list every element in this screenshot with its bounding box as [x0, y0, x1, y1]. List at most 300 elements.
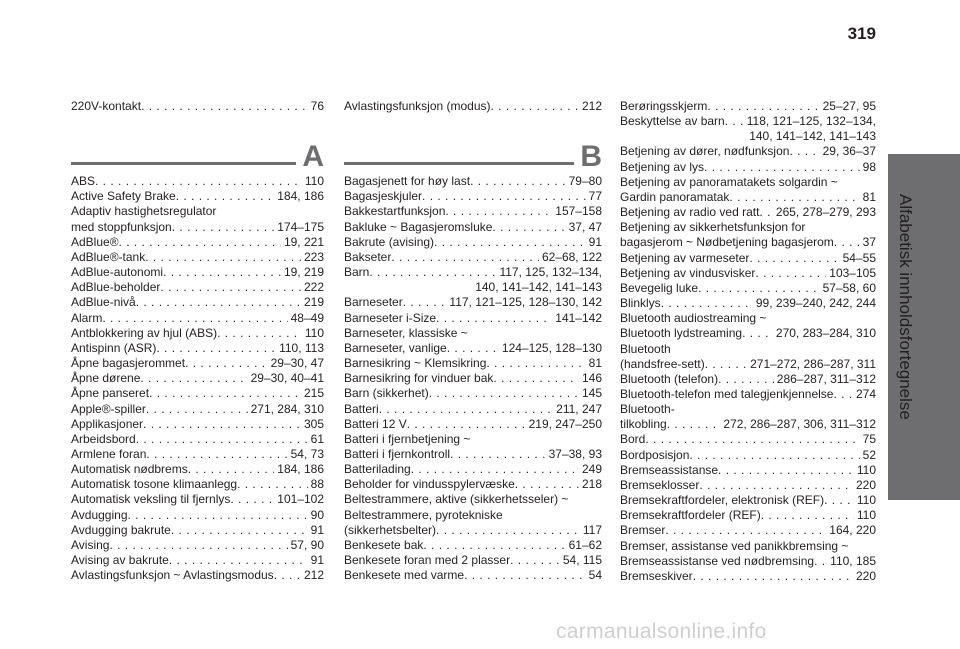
dot-leader	[699, 478, 853, 493]
index-entry	[620, 463, 876, 478]
entry-term: Antblokkering av hjul (ABS)	[71, 325, 218, 340]
index-entry	[71, 538, 324, 553]
entry-term: Alarm	[71, 310, 103, 325]
entry-pages: 88	[310, 477, 324, 492]
entry-term: Avising	[71, 537, 110, 552]
entry-term: Gardin panoramatak	[620, 189, 730, 204]
index-entry	[71, 402, 324, 417]
index-entry	[620, 326, 876, 341]
index-entry	[620, 251, 876, 266]
dot-leader	[725, 114, 744, 129]
entry-pages: 184, 186	[277, 462, 324, 477]
entry-term: Åpne dørene	[71, 371, 141, 386]
index-entry	[71, 220, 324, 235]
index-entry	[344, 462, 602, 477]
entry-pages: 25–27, 95	[822, 99, 876, 113]
dot-leader	[95, 174, 302, 189]
dot-leader	[493, 371, 579, 386]
entry-pages: 54	[588, 568, 602, 583]
entry-term: (handsfree-sett)	[620, 356, 705, 371]
entry-pages: 98	[862, 159, 876, 174]
dot-leader	[143, 417, 301, 432]
entry-pages: 274	[855, 386, 876, 401]
entry-term: Barnesikring for vinduer bak	[344, 371, 494, 386]
index-entry	[71, 174, 324, 189]
dot-leader	[274, 568, 301, 583]
dot-leader	[423, 538, 565, 553]
dot-leader	[445, 204, 552, 219]
entry-pages: 57, 90	[290, 537, 324, 552]
entry-term: Batterilading	[344, 462, 411, 477]
entry-pages: 219, 247–250	[528, 416, 602, 431]
dot-leader	[667, 417, 721, 432]
entry-pages: 184, 186	[277, 189, 324, 204]
entry-term: Benkesete foran med 2 plasser	[344, 553, 511, 568]
index-entry-text: Betjening av panoramatakets solgardin ~	[620, 174, 838, 189]
dot-leader	[718, 463, 854, 478]
entry-pages: 61–62	[568, 537, 602, 552]
entry-term: Barneseter i-Size	[344, 310, 437, 325]
index-entry	[71, 250, 324, 265]
dot-leader	[491, 99, 579, 114]
dot-leader	[492, 220, 565, 235]
dot-leader	[729, 190, 859, 205]
entry-pages: 110	[304, 325, 324, 340]
dot-leader	[693, 569, 853, 584]
entry-term: Antispinn (ASR)	[71, 340, 157, 355]
index-entry	[620, 432, 876, 447]
index-entry	[620, 190, 876, 205]
entry-pages: 54–55	[842, 250, 876, 265]
dot-leader	[814, 554, 827, 569]
section-header-b	[344, 114, 602, 174]
entry-pages: 219	[303, 295, 324, 310]
index-entry	[620, 554, 876, 569]
dot-leader	[705, 357, 747, 372]
index-entry	[71, 356, 324, 371]
index-entry	[620, 569, 876, 584]
index-entry	[71, 280, 324, 295]
column-1-top-entries	[71, 99, 324, 114]
entry-pages: 220	[855, 477, 876, 492]
index-entry	[71, 477, 324, 492]
dot-leader	[185, 356, 268, 371]
dot-leader	[464, 568, 586, 583]
dot-leader	[698, 281, 820, 296]
index-entry	[344, 386, 602, 401]
entry-pages: 19, 219	[283, 265, 324, 280]
dot-leader	[665, 523, 826, 538]
dot-leader	[391, 250, 539, 265]
entry-pages: 117, 125, 132–134,	[499, 265, 602, 280]
dot-leader	[109, 538, 287, 553]
section-letter-b: B	[574, 140, 602, 174]
index-entry-text: Beltestrammere, pyrotekniske	[344, 507, 503, 522]
entry-pages: 29–30, 47	[270, 356, 324, 371]
index-entry	[344, 402, 602, 417]
index-entry	[71, 508, 324, 523]
entry-term: Benkesete med varme	[344, 568, 465, 583]
entry-pages: 54, 73	[290, 446, 324, 461]
entry-term: Avdugging bakrute	[71, 522, 171, 537]
entry-pages: 54, 115	[562, 553, 602, 568]
dot-leader	[171, 523, 308, 538]
dot-leader	[102, 311, 287, 326]
index-entry	[344, 417, 602, 432]
entry-term: Armlene foran	[71, 446, 147, 461]
entry-term: Betjening av radio ved ratt	[620, 205, 760, 220]
entry-pages: 286–287, 311–312	[776, 371, 876, 386]
dot-leader	[217, 326, 302, 341]
entry-pages-continued: 140, 141–142, 141–143	[749, 129, 876, 144]
watermark: carmanualsonline.info	[556, 620, 767, 643]
side-label	[891, 194, 917, 420]
dot-leader	[434, 235, 586, 250]
entry-pages: 157–158	[555, 204, 602, 219]
entry-term: Bluetooth (telefon)	[620, 371, 719, 386]
index-entry	[71, 447, 324, 462]
dot-leader	[403, 295, 447, 310]
index-entry	[344, 523, 602, 538]
entry-pages: 91	[310, 553, 324, 568]
entry-term: bagasjerom ~ Nødbetjening bagasjerom	[620, 235, 834, 250]
entry-pages: 117	[582, 522, 602, 537]
dot-leader	[486, 356, 585, 371]
entry-term: Batteri i fjernkontroll	[344, 446, 451, 461]
dot-leader	[145, 250, 301, 265]
index-entry	[344, 204, 602, 219]
entry-term: Barneseter	[344, 295, 403, 310]
index-entry	[344, 371, 602, 386]
index-entry	[620, 372, 876, 387]
index-entry	[344, 250, 602, 265]
entry-term: med stoppfunksjon	[71, 219, 172, 234]
entry-term: Bluetooth-telefon med talegjenkjennelse	[620, 386, 834, 401]
entry-term: Bevegelig luke	[620, 280, 699, 295]
entry-pages: 110	[856, 462, 876, 477]
index-entry	[344, 220, 602, 235]
index-entry	[620, 160, 876, 175]
entry-pages: 272, 286–287, 306, 311–312	[723, 417, 876, 432]
dot-leader	[707, 99, 819, 114]
index-entry-text: Beltestrammere, aktive (sikkerhetsseler) ~	[344, 492, 569, 507]
dot-leader	[176, 189, 275, 204]
index-entry	[71, 265, 324, 280]
index-entry	[344, 99, 602, 114]
index-entry	[71, 326, 324, 341]
index-entry-text: Adaptiv hastighetsregulator	[71, 204, 217, 219]
index-entry	[71, 417, 324, 432]
dot-leader	[188, 462, 275, 477]
index-entry	[344, 568, 602, 583]
section-rule	[71, 162, 304, 165]
entry-pages: 212	[581, 99, 602, 113]
index-entry	[620, 144, 876, 159]
entry-term: Bluetooth lydstreaming	[620, 326, 743, 341]
entry-pages: 37–38, 93	[548, 446, 602, 461]
entry-term: Bremser	[620, 523, 666, 538]
section-header-a	[71, 114, 324, 174]
dot-leader	[436, 523, 580, 538]
entry-term: ABS	[71, 174, 96, 189]
side-label-text: Alfabetisk innholdsfortegnelse	[896, 194, 915, 420]
dot-leader	[407, 417, 526, 432]
index-entry	[620, 478, 876, 493]
entry-pages: 62–68, 122	[541, 249, 602, 264]
entry-term: Bremseassistanse ved nødbremsing	[620, 553, 815, 568]
dot-leader	[749, 251, 839, 266]
entry-term: AdBlue-beholder	[71, 280, 161, 295]
index-entry	[71, 371, 324, 386]
index-column-2	[344, 99, 602, 583]
index-entry	[620, 235, 876, 250]
entry-term: Applikasjoner	[71, 416, 144, 431]
entry-term: Bordposisjon	[620, 447, 690, 462]
column-3-entries	[620, 99, 876, 584]
entry-term: Bremseklosser	[620, 477, 700, 492]
entry-term: Barneseter, vanlige	[344, 340, 447, 355]
entry-pages: 117, 121–125, 128–130, 142	[449, 295, 602, 310]
entry-pages: 118, 121–125, 132–134,	[746, 114, 876, 129]
entry-term: Bagasjeskjuler	[344, 189, 423, 204]
index-entry	[71, 99, 324, 114]
index-entry	[344, 295, 602, 310]
dot-leader	[369, 265, 496, 280]
dot-leader	[833, 387, 852, 402]
dot-leader	[136, 295, 301, 310]
dot-leader	[824, 493, 854, 508]
section-letter-a: A	[296, 140, 324, 174]
index-entry	[344, 341, 602, 356]
entry-term: Betjening av vindusvisker	[620, 265, 756, 280]
entry-pages: 141–142	[555, 310, 602, 325]
entry-term: Avlastingsfunksjon ~ Avlastingsmodus	[71, 568, 274, 583]
index-entry	[71, 386, 324, 401]
index-entry	[620, 417, 876, 432]
dot-leader	[146, 447, 287, 462]
dot-leader	[510, 553, 560, 568]
index-entry-text: Betjening av sikkerhetsfunksjon for	[620, 220, 806, 235]
index-entry	[344, 538, 602, 553]
index-entry	[620, 448, 876, 463]
entry-term: Apple®-spiller	[71, 401, 146, 416]
dot-leader	[163, 265, 281, 280]
entry-term: Batteri 12 V	[344, 416, 407, 431]
index-entry-text: Bluetooth-	[620, 402, 675, 417]
dot-leader	[169, 553, 308, 568]
entry-pages: 52	[862, 447, 876, 462]
section-rule	[344, 162, 582, 165]
entry-term: AdBlue®-tank	[71, 249, 146, 264]
entry-pages: 218	[581, 477, 602, 492]
index-entry	[620, 493, 876, 508]
index-entry	[344, 189, 602, 204]
entry-pages: 99, 239–240, 242, 244	[755, 296, 876, 311]
index-entry	[344, 174, 602, 189]
entry-term: Bremseassistanse	[620, 462, 719, 477]
dot-leader	[755, 266, 826, 281]
entry-pages: 81	[588, 356, 602, 371]
index-entry	[620, 99, 876, 114]
entry-pages: 103–105	[829, 265, 876, 280]
entry-pages: 110	[304, 174, 324, 189]
dot-leader	[379, 402, 553, 417]
index-entry	[620, 114, 876, 129]
entry-pages: 270, 283–284, 310	[775, 326, 876, 341]
index-entry	[344, 356, 602, 371]
entry-pages: 146	[581, 371, 602, 386]
entry-pages: 77	[588, 189, 602, 204]
entry-term: Berøringsskjerm	[620, 99, 708, 113]
column-2-entries	[344, 174, 602, 583]
index-entry	[344, 265, 602, 280]
entry-term: Betjening av lys	[620, 159, 705, 174]
dot-leader	[689, 448, 859, 463]
entry-term: Active Safety Brake	[71, 189, 176, 204]
entry-term: Avlastingsfunksjon (modus)	[344, 99, 491, 113]
index-column-3	[620, 99, 876, 584]
entry-term: Bremsekraftfordeler, elektronisk (REF)	[620, 493, 825, 508]
dot-leader	[128, 508, 308, 523]
entry-term: Barnesikring ~ Klemsikring	[344, 356, 487, 371]
index-entry	[620, 266, 876, 281]
index-entry	[71, 189, 324, 204]
dot-leader	[141, 99, 308, 114]
entry-pages: 223	[303, 249, 324, 264]
entry-pages: 81	[862, 189, 876, 204]
dot-leader	[422, 189, 586, 204]
dot-leader	[230, 492, 274, 507]
entry-term: Avising av bakrute	[71, 553, 169, 568]
index-entry-text: Bremser, assistanse ved panikkbremsing ~	[620, 538, 849, 553]
index-entry	[71, 523, 324, 538]
entry-pages: 145	[581, 386, 602, 401]
entry-term: Blinklys	[620, 296, 661, 311]
entry-pages: 29, 36–37	[822, 144, 876, 159]
entry-term: (sikkerhetsbelter)	[344, 522, 437, 537]
entry-term: Bakluke ~ Bagasjeromsluke	[344, 219, 493, 234]
entry-pages: 265, 278–279, 293	[775, 205, 876, 220]
entry-pages: 110, 113	[279, 340, 324, 355]
dot-leader	[172, 220, 275, 235]
entry-term: Avdugging	[71, 507, 128, 522]
index-entry	[620, 387, 876, 402]
page-number: 319	[847, 24, 876, 43]
entry-term: AdBlue®	[71, 234, 119, 249]
entry-term: Barn	[344, 265, 370, 280]
entry-pages: 174–175	[277, 219, 324, 234]
entry-pages: 91	[310, 522, 324, 537]
index-entry	[71, 311, 324, 326]
dot-leader	[515, 477, 579, 492]
index-entry	[620, 508, 876, 523]
entry-term: Beholder for vindusspylervæske	[344, 477, 515, 492]
index-entry	[620, 357, 876, 372]
entry-term: Batteri	[344, 401, 379, 416]
entry-term: Arbeidsbord	[71, 431, 136, 446]
entry-pages: 164, 220	[829, 523, 876, 538]
index-entry	[620, 523, 876, 538]
index-entry	[71, 235, 324, 250]
dot-leader	[160, 280, 301, 295]
dot-leader	[119, 235, 281, 250]
index-entry	[344, 447, 602, 462]
entry-term: Bremsekraftfordeler (REF)	[620, 508, 761, 523]
entry-term: Bakkestartfunksjon	[344, 204, 446, 219]
entry-pages: 215	[303, 386, 324, 401]
index-entry	[71, 462, 324, 477]
index-entry-text: Barneseter, klassiske ~	[344, 325, 468, 340]
index-entry	[344, 311, 602, 326]
index-column-1	[71, 99, 324, 583]
entry-pages: 101–102	[277, 492, 324, 507]
entry-term: Bagasjenett for høy last	[344, 174, 471, 189]
entry-term: tilkobling	[620, 417, 667, 432]
entry-term: Betjening av dører, nødfunksjon	[620, 144, 790, 159]
entry-term: Åpne panseret	[71, 386, 150, 401]
index-entry	[71, 553, 324, 568]
dot-leader	[470, 174, 566, 189]
dot-leader	[140, 371, 247, 386]
index-entry	[71, 432, 324, 447]
dot-leader	[447, 341, 499, 356]
entry-pages: 75	[862, 432, 876, 447]
dot-leader	[429, 386, 579, 401]
entry-pages: 212	[303, 568, 324, 583]
entry-pages: 37	[862, 235, 876, 250]
dot-leader	[789, 144, 819, 159]
entry-term: Bakseter	[344, 249, 392, 264]
entry-term: Barn (sikkerhet)	[344, 386, 429, 401]
index-entry	[620, 296, 876, 311]
dot-leader	[834, 235, 860, 250]
entry-pages: 222	[303, 280, 324, 295]
index-entry-text: Bluetooth	[620, 341, 671, 356]
entry-term: Åpne bagasjerommet	[71, 356, 186, 371]
entry-term: AdBlue-nivå	[71, 295, 136, 310]
entry-pages: 37, 47	[568, 219, 602, 234]
entry-term: 220V-kontakt	[71, 99, 142, 113]
entry-pages: 57–58, 60	[822, 280, 876, 295]
entry-pages: 110	[856, 493, 876, 508]
entry-pages: 110	[856, 508, 876, 523]
index-entry	[344, 553, 602, 568]
dot-leader	[759, 205, 772, 220]
dot-leader	[156, 341, 276, 356]
entry-pages: 271–272, 286–287, 311	[750, 356, 876, 371]
entry-term: AdBlue-autonomi	[71, 265, 164, 280]
index-entry	[71, 295, 324, 310]
entry-pages: 220	[855, 568, 876, 583]
entry-pages: 61	[310, 431, 324, 446]
entry-pages: 76	[310, 99, 324, 113]
entry-term: Automatisk veksling til fjernlys	[71, 492, 231, 507]
entry-term: Bakrute (avising)	[344, 234, 435, 249]
entry-term: Betjening av varmeseter	[620, 250, 750, 265]
index-entry	[344, 235, 602, 250]
dot-leader	[146, 402, 248, 417]
index-entry	[344, 477, 602, 492]
dot-leader	[136, 432, 308, 447]
index-entry	[620, 205, 876, 220]
dot-leader	[704, 160, 860, 175]
dot-leader	[436, 311, 552, 326]
column-1-entries	[71, 174, 324, 583]
index-entry	[71, 492, 324, 507]
index-entry	[71, 341, 324, 356]
entry-pages: 110, 185	[830, 553, 876, 568]
dot-leader	[450, 447, 546, 462]
